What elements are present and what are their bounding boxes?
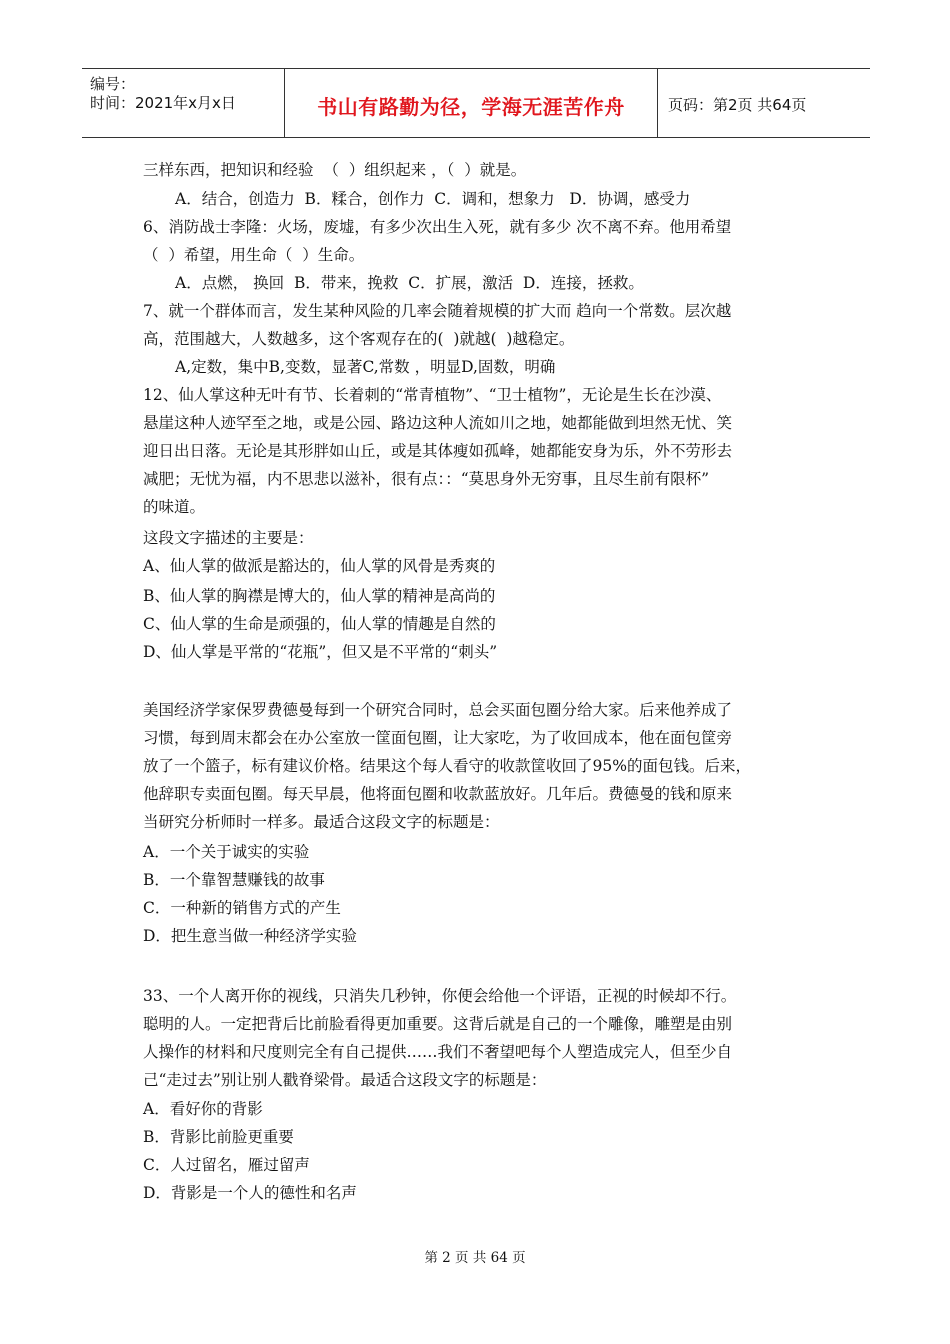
option-line: B．背影比前脸更重要: [143, 1128, 294, 1146]
text-line: 当研究分析师时一样多。最适合这段文字的标题是：: [143, 813, 500, 831]
text-line: 的味道。: [143, 498, 206, 516]
header-motto: 书山有路勤为径，学海无涯苦作舟: [317, 95, 625, 119]
text-line: 减肥；无忧为福，内不思悲以滋补，很有点：：“莫思身外无穷事，且尽生前有限杯”: [143, 470, 710, 488]
question-line: 6、消防战士李隆：火场，废墟，有多少次出生入死，就有多少 次不离不弃。他用希望: [143, 218, 732, 236]
option-line: C、仙人掌的生命是顽强的，仙人掌的情趣是自然的: [143, 615, 496, 633]
text-line: 悬崖这种人迹罕至之地，或是公园、路边这种人流如川之地，她都能做到坦然无忧、笑: [143, 414, 733, 432]
text-line: 三样东西，把知识和经验 （ ）组织起来 ，（ ）就是。: [143, 161, 527, 179]
page-footer: 第 2 页 共 64 页: [424, 1250, 526, 1266]
option-line: D．把生意当做一种经济学实验: [143, 927, 357, 945]
option-line: C．人过留名，雁过留声: [143, 1156, 310, 1174]
page-header: [82, 68, 870, 138]
option-line: D．背影是一个人的德性和名声: [143, 1184, 357, 1202]
header-page-info: 页码：第2页 共64页: [668, 96, 807, 114]
text-line: 他辞职专卖面包圈。每天早晨，他将面包圈和收款蓝放好。几年后。费德曼的钱和原来: [143, 785, 733, 803]
text-line: 习惯，每到周末都会在办公室放一筐面包圈，让大家吃，为了收回成本，他在面包筐旁: [143, 729, 733, 747]
option-line: A．结合，创造力 B．糅合，创作力 C．调和，想象力 D．协调，感受力: [175, 190, 691, 208]
text-line: 这段文字描述的主要是：: [143, 529, 314, 547]
text-line: 聪明的人。一定把背后比前脸看得更加重要。这背后就是自己的一个雕像，雕塑是由别: [143, 1015, 733, 1033]
option-line: A、仙人掌的做派是豁达的，仙人掌的风骨是秀爽的: [143, 557, 496, 575]
text-line: 迎日出日落。无论是其形胖如山丘，或是其体瘦如孤峰，她都能安身为乐，外不劳形去: [143, 442, 733, 460]
header-meta-cell: [82, 69, 285, 137]
question-line: 7、就一个群体而言，发生某种风险的几率会随着规模的扩大而 趋向一个常数。层次越: [143, 302, 732, 320]
header-motto-cell: [285, 69, 658, 137]
header-page-cell: [658, 69, 870, 137]
question-line: 12、仙人掌这种无叶有节、长着刺的“常青植物”、“卫士植物”，无论是生长在沙漠、: [143, 386, 722, 404]
option-line: B、仙人掌的胸襟是博大的，仙人掌的精神是高尚的: [143, 587, 496, 605]
serial-label: 编号：: [90, 75, 136, 93]
option-line: A．点燃， 换回 B．带来，挽救 C．扩展，激活 D．连接，拯救。: [175, 274, 644, 292]
question-line: 美国经济学家保罗费德曼每到一个研究合同时，总会买面包圈分给大家。后来他养成了: [143, 701, 733, 719]
option-line: B．一个靠智慧赚钱的故事: [143, 871, 325, 889]
option-line: A．看好你的背影: [143, 1100, 263, 1118]
question-line: 33、一个人离开你的视线，只消失几秒钟，你便会给他一个评语，正视的时候却不行。: [143, 987, 737, 1005]
text-line: 人操作的材料和尺度则完全有自己提供……我们不奢望吧每个人塑造成完人，但至少自: [143, 1043, 733, 1061]
option-line: A．一个关于诚实的实验: [143, 843, 310, 861]
text-line: 己“走过去”别让别人戳脊梁骨。最适合这段文字的标题是：: [143, 1071, 547, 1089]
text-line: 放了一个篮子，标有建议价格。结果这个每人看守的收款筐收回了95%的面包钱。后来，: [143, 757, 751, 775]
text-line: （ ）希望，用生命（ ）生命。: [143, 246, 365, 264]
text-line: 高，范围越大，人数越多，这个客观存在的( )就越( )越稳定。: [143, 330, 575, 348]
option-line: C．一种新的销售方式的产生: [143, 899, 341, 917]
time-label: 时间：2021年x月x日: [90, 94, 236, 112]
option-line: A,定数，集中B,变数，显著C,常数 ，明显D,固数，明确: [175, 358, 556, 376]
option-line: D、仙人掌是平常的“花瓶”，但又是不平常的“刺头”: [143, 643, 498, 661]
